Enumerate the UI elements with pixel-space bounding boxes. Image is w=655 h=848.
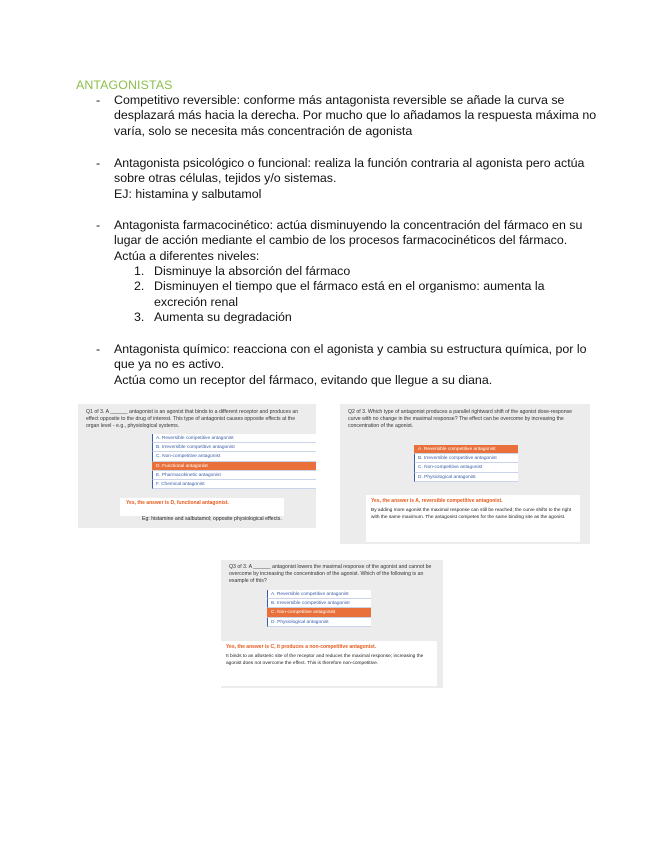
bullet-dash: - [96,342,101,356]
quiz-option[interactable]: C. Non-competitive antagonist [414,463,518,472]
quiz-option[interactable]: D. Physiological antagonist [267,618,371,627]
quiz-question: Q2 of 3. Which type of antagonist produces a parallel rightward shift of the agonist dose-response curve with no change in the maximal response? The effect can be overcome by increasing the concentration of the agonist. [348,409,573,429]
quiz-option[interactable]: A. Reversible competitive antagonist [267,590,371,599]
levels-list [134,264,554,326]
bullet-line: Antagonista químico: reacciona con el agonista y cambia su estructura química, por lo [114,342,587,356]
list-number: 1. [134,264,145,278]
quiz-feedback [221,641,437,686]
quiz-options [152,434,316,489]
quiz-answer: Yes, the answer is D, functional antagonist. [126,500,229,506]
quiz-question: Q3 of 3. A ______ antagonist lowers the maximal response of the agonist and cannot be overcome by increasing the concentration of the agonist. Which of the following is an example of this? [229,564,432,584]
bullet-dash: - [96,93,101,107]
list-line: Disminuye la absorción del fármaco [154,264,351,278]
quiz-option-selected[interactable]: C. Non-competitive antagonist [267,608,371,617]
section-heading: ANTAGONISTAS [76,78,173,92]
quiz-options [267,590,371,627]
bullet-line: Antagonista farmacocinético: actúa disminuyendo la concentración del fármaco en su [114,218,583,232]
quiz-option[interactable]: F. Chemical antagonist [152,480,316,489]
quiz-feedback [120,498,284,516]
bullet-line: varía, solo se necesita más concentración de agonista [114,123,413,138]
list-item [134,264,554,279]
bullet-line: EJ: histamina y salbutamol [114,186,262,201]
quiz-option[interactable]: E. Pharmacokinetic antagonist [152,471,316,480]
bullet-line: Actúa como un receptor del fármaco, evitando que llegue a su diana. [114,372,493,387]
list-line: Disminuyen el tiempo que el fármaco está en el organismo: aumenta la [154,279,545,294]
list-number: 2. [134,279,145,294]
quiz-option[interactable]: B. Irreversible competitive antagonist [414,454,518,463]
quiz-option[interactable]: C. Non-competitive antagonist [152,452,316,461]
bullet-dash: - [96,156,101,170]
quiz-option-selected[interactable]: A. Reversible competitive antagonist [414,445,518,454]
bullet-dash: - [96,218,101,232]
list-line: excreción renal [154,294,239,309]
bullet-line: Antagonista psicológico o funcional: realiza la función contraria al agonista pero actúa [114,156,585,170]
list-line: Aumenta su degradación [154,310,292,325]
bullet-line: que ya no es activo. [114,357,225,372]
bullet-line: Actúa a diferentes niveles: [114,248,260,263]
list-number: 3. [134,310,145,325]
quiz-screenshot-3 [221,560,443,688]
list-item [134,279,554,310]
quiz-explanation: By adding more agonist the maximal response can still be reached; the curve shifts to the right with the same maximum. The antagonist competes for the same binding site as the agonist. [371,508,572,520]
quiz-option[interactable]: B. Irreversible competitive antagonist [267,599,371,608]
bullet-line: desplazará más hacia la derecha. Por mucho que lo añadamos la respuesta máxima no [114,108,597,123]
quiz-option[interactable]: A. Reversible competitive antagonist [152,434,316,443]
bullet-line: sobre otras células, tejidos y/o sistemas. [114,171,337,186]
quiz-option[interactable]: B. Irreversible competitive antagonist [152,443,316,452]
bullet-line: lugar de acción mediante el cambio de los procesos farmacocinéticos del fármaco. [114,233,568,248]
quiz-option[interactable]: D. Physiological antagonist [414,473,518,482]
quiz-explanation: It binds to an allosteric site of the receptor and reduces the maximal response; increasing the agonist does not overcome the effect. This is therefore non-competitive. [226,654,424,666]
quiz-answer: Yes, the answer is A, reversible competitive antagonist. [371,498,503,504]
quiz-feedback [366,495,580,542]
quiz-screenshot-2 [340,404,590,544]
quiz-explanation: Eg: histamine and salbutamol; opposite physiological effects. [142,516,282,522]
quiz-option-selected[interactable]: D. Functional antagonist [152,462,316,471]
quiz-question: Q1 of 3. A ______ antagonist is an agonist that binds to a different receptor and produces an effect opposite to the drug of interest. This type of antagonist causes opposite effects at the organ level - e.g., physiological systems. [86,409,299,429]
list-item [134,310,554,325]
quiz-answer: Yes, the answer is C, it produces a non-competitive antagonist. [226,644,377,650]
bullet-line: Competitivo reversible: conforme más antagonista reversible se añade la curva se [114,93,565,107]
quiz-screenshot-1 [78,404,316,528]
quiz-options [414,445,518,482]
